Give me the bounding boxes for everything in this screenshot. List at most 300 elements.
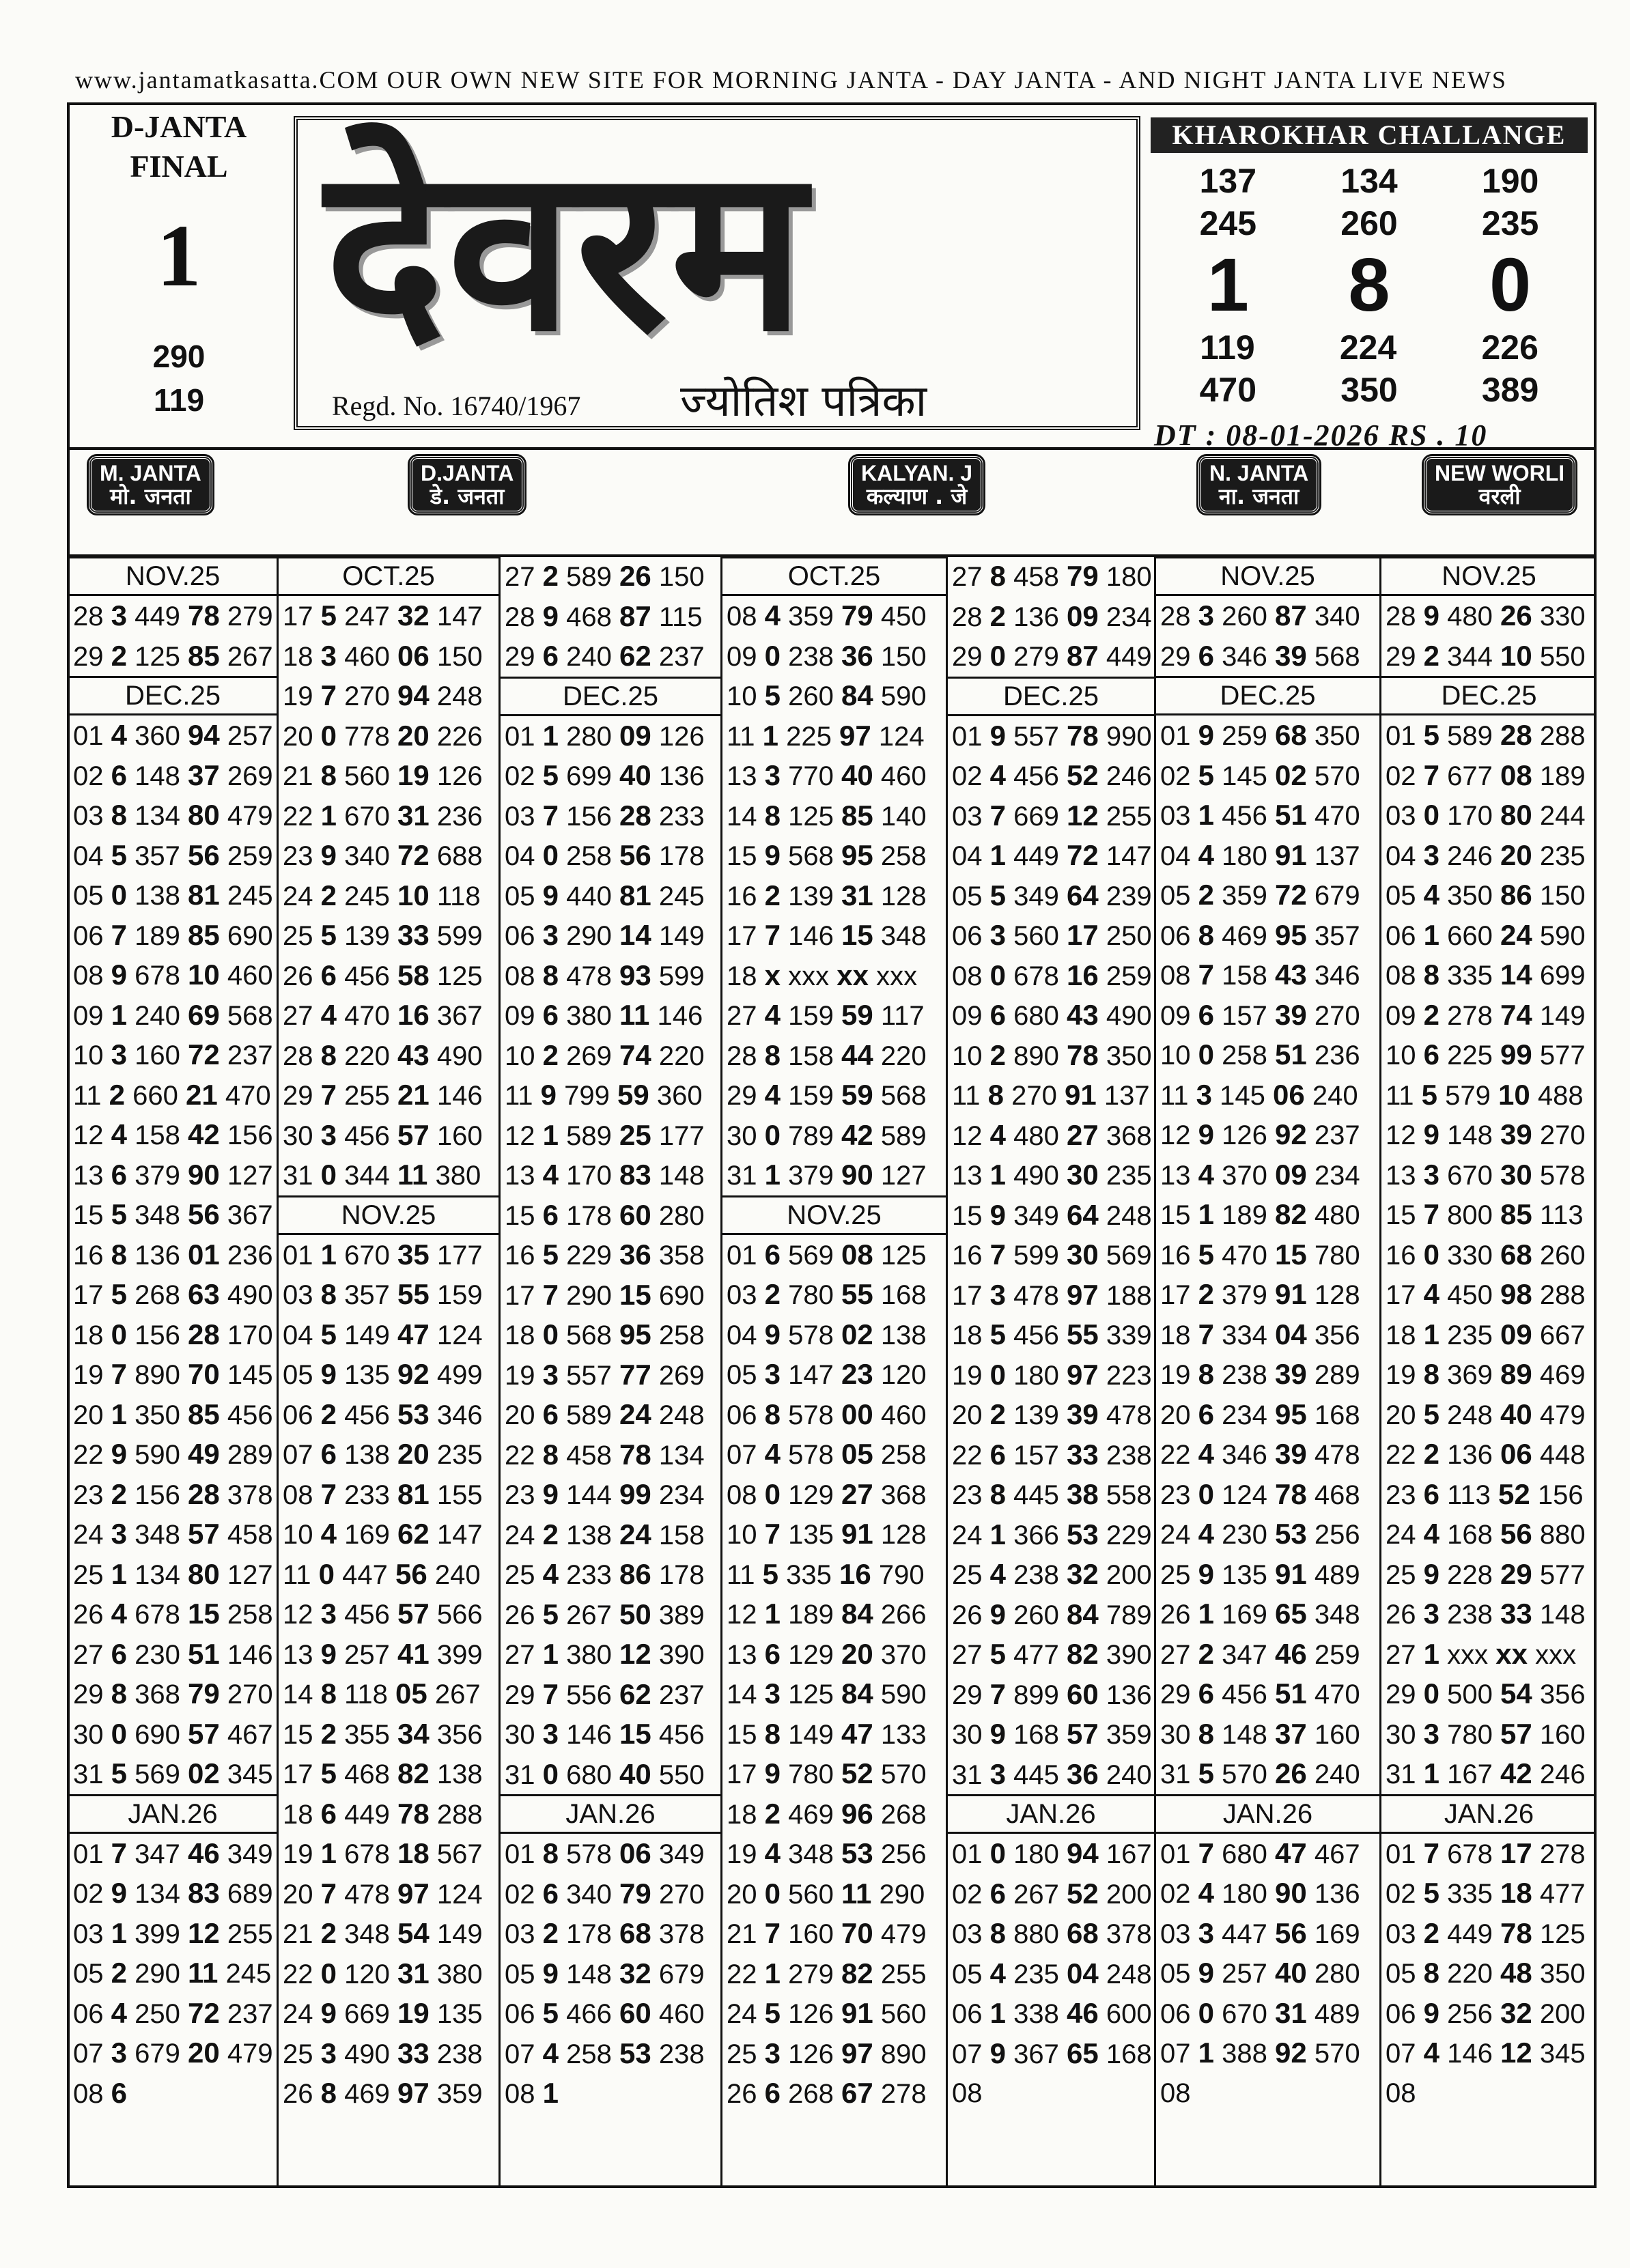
row-close-panel: 240 — [1106, 1759, 1152, 1790]
row-date: 09 — [505, 1001, 535, 1031]
row-close-panel: 236 — [436, 801, 483, 832]
row-jodi: 95 — [619, 1318, 651, 1350]
row-open-panel: 228 — [1447, 1559, 1493, 1590]
row-single: 1 — [989, 839, 1006, 871]
row-jodi: 20 — [397, 1438, 430, 1470]
row-close-panel: 599 — [436, 921, 483, 951]
row-jodi: 15 — [619, 1278, 651, 1311]
row-date: 17 — [505, 1280, 535, 1311]
result-row — [722, 876, 946, 916]
row-single: 4 — [542, 1558, 559, 1590]
row-open-panel: 890 — [135, 1360, 180, 1390]
month-header: JAN.26 — [501, 1794, 720, 1834]
row-open-panel: 456 — [1013, 761, 1059, 791]
row-date: 03 — [1386, 1918, 1416, 1949]
kc-digit: 0 — [1489, 243, 1532, 327]
result-row — [279, 596, 498, 636]
row-single: 8 — [320, 1677, 337, 1710]
row-date: 08 — [727, 601, 757, 632]
row-date: 25 — [73, 1559, 104, 1590]
row-date: 10 — [283, 1520, 313, 1550]
row-open-panel: 350 — [1447, 881, 1493, 911]
row-single: 5 — [542, 1238, 559, 1271]
row-single: 7 — [989, 1238, 1006, 1271]
row-close-panel: 189 — [1539, 761, 1586, 791]
row-single: 7 — [764, 1518, 781, 1550]
result-row — [722, 1555, 946, 1595]
kc-row — [1144, 160, 1594, 202]
row-date: 14 — [283, 1679, 313, 1710]
result-row — [1381, 1634, 1597, 1675]
row-close-panel: 567 — [436, 1839, 483, 1869]
row-open-panel: 225 — [1447, 1040, 1493, 1071]
result-row — [69, 1514, 277, 1555]
row-date: 03 — [952, 1919, 983, 1949]
row-open-panel: 899 — [1013, 1679, 1059, 1710]
month-header: DEC.25 — [501, 677, 720, 716]
row-jodi: 62 — [619, 640, 651, 672]
row-open-panel: 880 — [1013, 1919, 1059, 1949]
row-single: 2 — [1423, 1916, 1439, 1949]
row-single: 6 — [989, 1877, 1006, 1910]
row-close-panel: 368 — [1106, 1120, 1152, 1151]
row-jodi: 92 — [1274, 2037, 1307, 2069]
row-single: 5 — [764, 1997, 781, 2029]
result-row — [948, 1675, 1154, 1715]
row-close-panel: 235 — [1539, 840, 1586, 871]
result-row — [501, 1714, 720, 1755]
row-date: 22 — [1386, 1440, 1416, 1470]
row-close-panel: 237 — [658, 642, 705, 672]
row-date: 05 — [952, 881, 983, 911]
row-date: 26 — [73, 1600, 104, 1630]
row-open-panel: 678 — [1013, 961, 1059, 991]
row-date: 31 — [505, 1759, 535, 1790]
row-close-panel: 259 — [1106, 961, 1152, 991]
row-jodi: 84 — [841, 1598, 873, 1630]
row-open-panel: 599 — [1013, 1241, 1059, 1271]
row-open-panel: 156 — [566, 801, 612, 832]
result-row — [69, 1155, 277, 1195]
row-date: 03 — [505, 801, 535, 832]
row-jodi: 52 — [1498, 1477, 1530, 1510]
row-single: 0 — [320, 1159, 337, 1191]
row-single: 0 — [1423, 1238, 1439, 1271]
row-date: 01 — [952, 721, 983, 752]
header-divider — [67, 447, 1597, 450]
row-open-panel: 129 — [788, 1479, 834, 1510]
row-open-panel: 158 — [1222, 961, 1267, 991]
row-open-panel: 290 — [566, 921, 612, 951]
row-date: 24 — [283, 1999, 313, 2029]
result-row — [948, 1155, 1154, 1195]
row-date: 02 — [1160, 761, 1191, 791]
row-jodi: 02 — [187, 1757, 220, 1789]
row-close-panel: 378 — [1106, 1919, 1152, 1949]
row-date: 08 — [1386, 961, 1416, 991]
row-close-panel: 578 — [1539, 1160, 1586, 1191]
row-open-panel: 347 — [135, 1839, 180, 1869]
row-close-panel: 125 — [880, 1240, 927, 1271]
row-close-panel: 570 — [880, 1759, 927, 1789]
row-date: 29 — [952, 1679, 983, 1710]
row-close-panel: 378 — [227, 1479, 273, 1510]
row-close-panel: 255 — [880, 1959, 927, 1989]
row-date: 24 — [73, 1520, 104, 1550]
row-jodi: 63 — [187, 1278, 220, 1310]
row-close-panel: 200 — [1106, 1879, 1152, 1910]
row-single: 1 — [542, 719, 559, 752]
row-date: 02 — [73, 761, 104, 791]
row-single: 6 — [320, 1438, 337, 1470]
row-jodi: 79 — [187, 1677, 220, 1710]
row-open-panel: 680 — [1222, 1839, 1267, 1869]
row-jodi: 23 — [841, 1358, 873, 1390]
result-row — [1381, 955, 1597, 995]
row-close-panel: 689 — [227, 1879, 273, 1909]
row-jodi: xx — [837, 959, 869, 991]
logo-subtitle: ज्योतिश पत्रिका — [680, 376, 927, 427]
row-open-panel: 347 — [1222, 1639, 1267, 1670]
row-date: 20 — [283, 721, 313, 752]
month-header: DEC.25 — [1156, 676, 1379, 715]
result-row — [69, 596, 277, 636]
row-date: 27 — [1160, 1639, 1191, 1670]
row-single: 5 — [320, 599, 337, 632]
row-jodi: 59 — [617, 1079, 649, 1111]
row-open-panel: 578 — [566, 1839, 612, 1869]
row-close-panel: 236 — [1314, 1040, 1360, 1071]
badge-m-janta — [89, 456, 212, 513]
row-jodi: 91 — [1274, 838, 1307, 871]
row-close-panel: 289 — [227, 1440, 273, 1470]
row-single: 3 — [320, 2037, 337, 2069]
row-jodi: 20 — [187, 2037, 220, 2069]
row-date: 17 — [727, 921, 757, 951]
row-date: 27 — [1386, 1639, 1416, 1670]
row-date: 28 — [952, 601, 983, 632]
row-jodi: 43 — [397, 1038, 430, 1071]
row-date: 19 — [1386, 1360, 1416, 1390]
row-jodi: 97 — [397, 2077, 430, 2109]
row-close-panel: 278 — [880, 2079, 927, 2109]
kc-value: 235 — [1481, 204, 1539, 242]
row-date: 08 — [1160, 961, 1191, 991]
result-row — [948, 556, 1154, 597]
month-header: NOV.25 — [722, 1195, 946, 1235]
result-row — [948, 1874, 1154, 1914]
row-single: 3 — [1423, 838, 1439, 871]
row-single: 5 — [111, 838, 127, 871]
row-jodi: 05 — [841, 1438, 873, 1470]
row-date: 28 — [1386, 601, 1416, 632]
row-single: 6 — [764, 1238, 781, 1271]
row-jodi: 56 — [1274, 1916, 1307, 1949]
row-jodi: 70 — [841, 1917, 873, 1949]
row-date: 07 — [1386, 2039, 1416, 2069]
row-date: 08 — [1386, 2078, 1416, 2108]
result-row — [722, 1794, 946, 1834]
result-row — [279, 2034, 498, 2074]
row-jodi: 31 — [397, 1957, 430, 1989]
row-jodi: 12 — [1500, 2037, 1532, 2069]
row-single: 1 — [989, 1159, 1006, 1191]
row-single: 7 — [1198, 959, 1214, 991]
result-row — [1381, 1075, 1597, 1116]
row-close-panel: 246 — [1539, 1759, 1586, 1789]
row-close-panel: 690 — [658, 1280, 705, 1311]
row-close-panel: 178 — [658, 1560, 705, 1590]
row-jodi: 60 — [1066, 1677, 1099, 1710]
result-row — [279, 1914, 498, 1954]
row-date: 29 — [1386, 641, 1416, 672]
result-row — [69, 1195, 277, 1235]
row-jodi: 68 — [619, 1917, 651, 1949]
row-close-panel: 125 — [1539, 1918, 1586, 1949]
row-date: 10 — [73, 1040, 104, 1071]
row-single: 6 — [1198, 1677, 1214, 1710]
row-single: 6 — [764, 1637, 781, 1670]
row-jodi: 98 — [1500, 1278, 1532, 1310]
row-jodi: 26 — [1500, 599, 1532, 632]
result-row — [722, 1514, 946, 1555]
row-close-panel: 188 — [1106, 1280, 1152, 1311]
row-jodi: 20 — [1500, 838, 1532, 871]
row-open-panel: 458 — [566, 1440, 612, 1471]
njanta-col — [1154, 556, 1379, 2188]
result-row — [948, 1195, 1154, 1236]
row-single: 5 — [989, 879, 1006, 911]
row-open-panel: 233 — [566, 1560, 612, 1590]
row-date: 06 — [1386, 920, 1416, 951]
row-jodi: 78 — [1500, 1916, 1532, 1949]
row-date: 13 — [505, 1161, 535, 1191]
row-open-panel: 149 — [788, 1719, 834, 1750]
result-row — [1156, 1834, 1379, 1874]
badge-hi: ना. जनता — [1218, 483, 1299, 509]
row-open-panel: 148 — [566, 1959, 612, 1989]
row-single: 9 — [1198, 719, 1214, 751]
row-close-panel: 346 — [1314, 961, 1360, 991]
row-single: 0 — [989, 1358, 1006, 1391]
row-close-panel: 346 — [436, 1400, 483, 1430]
result-row — [501, 1275, 720, 1316]
result-row — [69, 1754, 277, 1794]
row-date: 29 — [505, 642, 535, 672]
row-open-panel: 560 — [1013, 921, 1059, 951]
row-close-panel: 126 — [436, 761, 483, 791]
row-jodi: 85 — [187, 918, 220, 951]
result-row — [948, 1275, 1154, 1316]
row-single: 0 — [764, 639, 781, 672]
row-open-panel: 449 — [1013, 841, 1059, 871]
row-close-panel: 135 — [436, 1999, 483, 2029]
row-date: 22 — [952, 1440, 983, 1471]
result-row — [1156, 1674, 1379, 1714]
row-close-panel: 238 — [436, 2039, 483, 2069]
row-jodi: 72 — [397, 839, 430, 871]
row-close-panel: 489 — [1314, 1559, 1360, 1590]
result-row — [1381, 1195, 1597, 1235]
row-close-panel: 260 — [1539, 1240, 1586, 1271]
result-row — [501, 796, 720, 836]
row-open-panel: 135 — [1222, 1559, 1267, 1590]
row-single: 9 — [1198, 1557, 1214, 1590]
month-header: JAN.26 — [1381, 1794, 1597, 1834]
row-open-panel: 568 — [566, 1320, 612, 1350]
badge-en: D.JANTA — [421, 461, 514, 485]
row-close-panel: 479 — [227, 801, 273, 831]
row-single: 4 — [764, 1438, 781, 1470]
row-open-panel: 449 — [344, 1799, 390, 1830]
row-single: 9 — [1423, 1118, 1439, 1150]
row-single: 9 — [1198, 1957, 1214, 1989]
row-date: 11 — [952, 1081, 981, 1111]
row-single: 2 — [989, 1038, 1006, 1071]
row-single: 6 — [1198, 998, 1214, 1031]
row-jodi: 09 — [1066, 599, 1099, 632]
row-close-panel: 367 — [436, 1001, 483, 1031]
row-close-panel: 460 — [227, 961, 273, 991]
row-date: 20 — [1160, 1400, 1191, 1430]
row-date: 06 — [505, 921, 535, 951]
row-single: 1 — [111, 998, 127, 1031]
row-jodi: 72 — [1066, 839, 1099, 871]
row-date: 29 — [73, 641, 104, 672]
result-row — [501, 956, 720, 996]
row-close-panel: 280 — [1314, 1959, 1360, 1989]
row-jodi: 65 — [1066, 2037, 1099, 2069]
row-date: 22 — [283, 1959, 313, 1989]
row-date: 01 — [283, 1240, 313, 1271]
row-single: 3 — [1196, 1078, 1213, 1111]
result-row — [279, 1714, 498, 1755]
row-open-panel: 450 — [1447, 1280, 1493, 1310]
row-jodi: 33 — [1066, 1438, 1099, 1471]
row-close-panel: 177 — [658, 1120, 705, 1151]
result-row — [948, 1475, 1154, 1515]
row-date: 01 — [952, 1839, 983, 1869]
row-jodi: 39 — [1274, 639, 1307, 672]
row-close-panel: 356 — [1539, 1679, 1586, 1710]
row-jodi: 94 — [187, 719, 220, 751]
row-open-panel: 157 — [1013, 1440, 1059, 1471]
result-row — [1156, 1195, 1379, 1235]
row-date: 06 — [952, 921, 983, 951]
row-open-panel: 359 — [1222, 881, 1267, 911]
row-single: 5 — [1423, 1398, 1439, 1430]
row-close-panel: 356 — [436, 1719, 483, 1750]
result-row — [722, 1954, 946, 1994]
row-close-panel: 244 — [1539, 801, 1586, 831]
row-close-panel: 448 — [1539, 1440, 1586, 1470]
row-date: 27 — [73, 1639, 104, 1670]
row-date: 05 — [283, 1360, 313, 1390]
djanta-col-1 — [277, 556, 498, 2188]
result-row — [948, 1355, 1154, 1395]
row-single: 8 — [764, 1038, 781, 1071]
row-single: 0 — [989, 1837, 1006, 1869]
row-jodi: 31 — [841, 879, 873, 911]
row-jodi: 16 — [397, 999, 430, 1031]
row-open-panel: 158 — [135, 1120, 180, 1150]
row-single: 4 — [111, 1598, 127, 1630]
row-jodi: 46 — [1274, 1637, 1307, 1670]
result-row — [722, 2034, 946, 2074]
row-open-panel: 678 — [344, 1839, 390, 1869]
row-open-panel: 240 — [566, 642, 612, 672]
row-close-panel: 560 — [880, 1999, 927, 2029]
row-date: 11 — [1160, 1080, 1189, 1111]
row-jodi: 27 — [841, 1477, 873, 1510]
row-open-panel: 468 — [566, 601, 612, 632]
row-jodi: 85 — [187, 639, 220, 672]
row-close-panel: 568 — [227, 1000, 273, 1031]
result-row — [279, 995, 498, 1036]
row-open-panel: 180 — [1013, 1839, 1059, 1869]
row-open-panel: 148 — [1447, 1120, 1493, 1150]
row-close-panel: 256 — [880, 1839, 927, 1869]
row-date: 15 — [1386, 1200, 1416, 1230]
row-open-panel: 147 — [788, 1360, 834, 1390]
result-row — [948, 916, 1154, 956]
row-single: 3 — [1198, 599, 1214, 632]
row-single: 8 — [320, 759, 337, 791]
row-date: 23 — [505, 1480, 535, 1510]
row-jodi: 15 — [187, 1598, 220, 1630]
row-single: 7 — [1198, 1318, 1214, 1350]
kharokhar-challenge-box — [1144, 105, 1594, 419]
row-close-panel: 489 — [1314, 1998, 1360, 2029]
row-close-panel: 259 — [1314, 1639, 1360, 1670]
row-open-panel: 460 — [344, 641, 390, 672]
row-open-panel: 579 — [1445, 1080, 1491, 1111]
row-open-panel: 369 — [1447, 1360, 1493, 1390]
row-jodi: 97 — [841, 2037, 873, 2069]
row-close-panel: 460 — [880, 761, 927, 791]
row-single: 8 — [542, 1438, 559, 1471]
row-close-panel: 330 — [1539, 601, 1586, 632]
row-open-panel: 220 — [1447, 1959, 1493, 1989]
row-close-panel: 245 — [658, 881, 705, 911]
row-open-panel: 247 — [344, 601, 390, 632]
row-open-panel: 267 — [566, 1600, 612, 1630]
row-date: 15 — [1160, 1200, 1191, 1230]
row-date: 19 — [73, 1360, 104, 1390]
row-date: 30 — [505, 1720, 535, 1750]
row-jodi: 91 — [841, 1997, 873, 2029]
result-row — [722, 1235, 946, 1275]
row-close-panel: 160 — [436, 1120, 483, 1151]
row-date: 22 — [73, 1440, 104, 1470]
result-row — [501, 1555, 720, 1595]
row-close-panel: 370 — [880, 1639, 927, 1670]
row-open-panel: 680 — [566, 1759, 612, 1790]
row-close-panel: 577 — [1539, 1040, 1586, 1071]
kc-value: 389 — [1481, 371, 1539, 409]
row-date: 29 — [1160, 641, 1191, 672]
row-open-panel: 180 — [1222, 1879, 1267, 1909]
row-open-panel: 456 — [344, 1600, 390, 1630]
row-jodi: 10 — [187, 959, 220, 991]
result-row — [69, 1075, 277, 1116]
row-date: 24 — [952, 1520, 983, 1550]
row-close-panel: 570 — [1314, 761, 1360, 791]
row-jodi: 83 — [619, 1159, 651, 1191]
result-row — [722, 1634, 946, 1675]
row-open-panel: 699 — [566, 761, 612, 791]
result-row — [1156, 715, 1379, 756]
